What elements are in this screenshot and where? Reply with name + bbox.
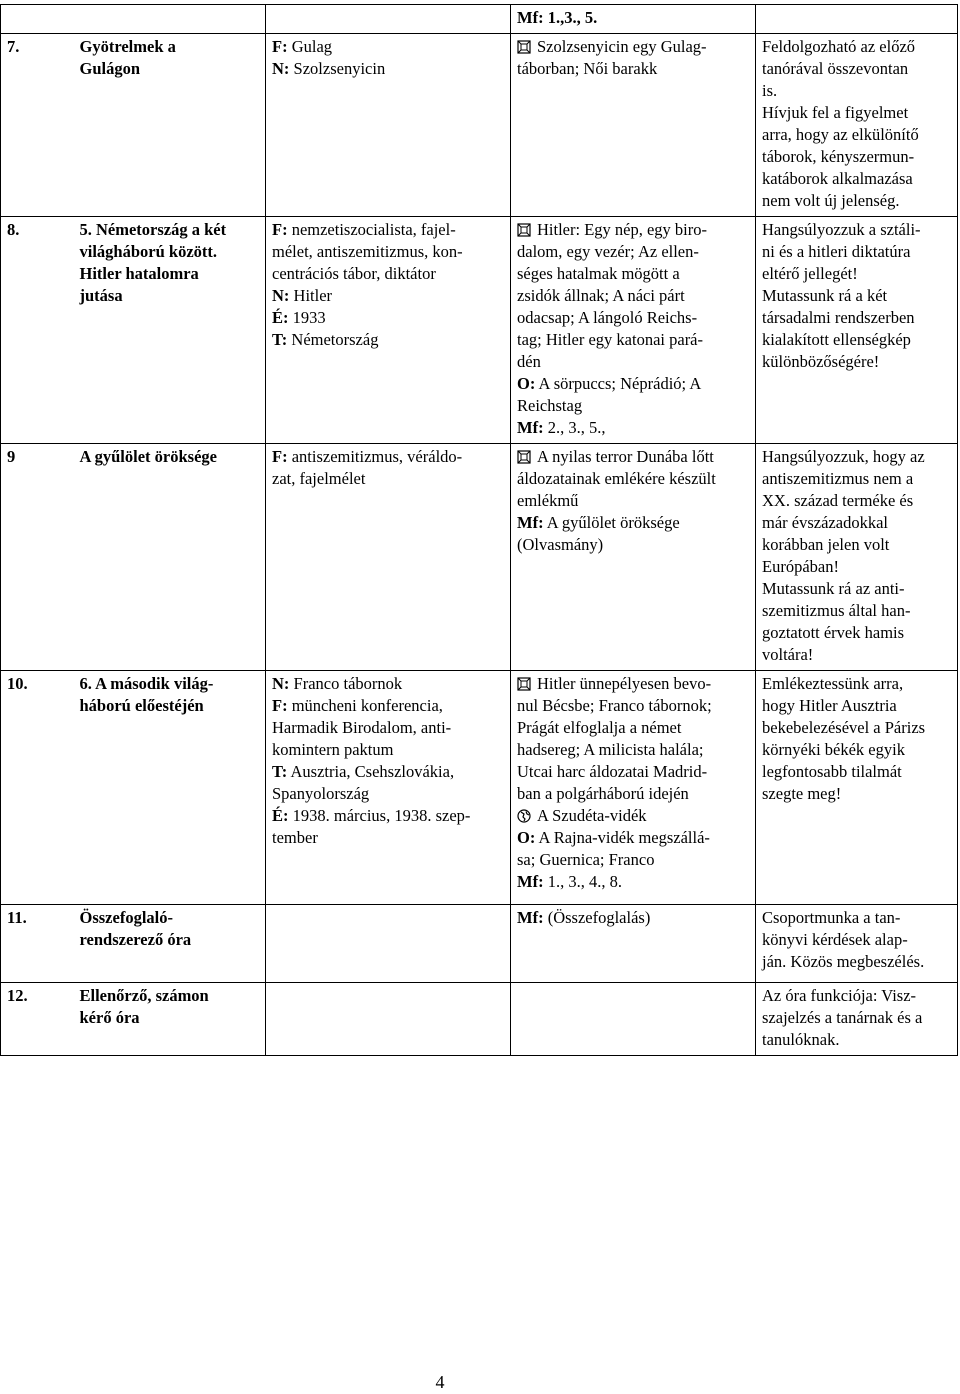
notes-cell [756,983,958,1056]
picture-icon [517,40,531,54]
source-text: A Szudéta-vidék [537,806,647,825]
note-line: Hívjuk fel a figyelmet [762,103,909,122]
source-text: tag; Hitler egy katonai pará- [517,330,704,349]
lesson-title-cell [76,217,266,444]
sources-cell [511,34,756,217]
lesson-title-line: Gyötrelmek a [79,37,176,56]
lesson-plan-body [1,5,958,1056]
lesson-number: 10. [7,674,28,693]
concept-line [272,285,504,307]
source-line [517,673,749,695]
lesson-row [1,34,958,217]
source-line [517,534,749,556]
lesson-title-line: rendszerező óra [79,930,192,949]
source-line [517,395,749,417]
source-line [517,241,749,263]
note-line: ján. Közös megbeszélés. [762,952,925,971]
concept-value: Harmadik Birodalom, anti- [272,718,452,737]
lesson-row [1,444,958,671]
source-text: nul Bécsbe; Franco tábornok; [517,696,712,715]
note-line: Feldolgozható az előző [762,37,916,56]
source-key: Mf: [517,908,544,927]
concepts-cell [266,217,511,444]
lesson-title-cell [76,444,266,671]
note-line: társadalmi rendszerben [762,308,915,327]
concept-value: antiszemitizmus, véráldo- [287,447,463,466]
header-notes-cell [756,5,958,34]
source-text: A nyilas terror Dunába lőtt [537,447,714,466]
note-line: szemitizmus által han- [762,601,911,620]
lesson-row [1,983,958,1056]
sources-cell [511,983,756,1056]
header-sources-cell [511,5,756,34]
concept-value: Ausztria, Csehszlovákia, [287,762,455,781]
concepts-cell [266,983,511,1056]
note-line: goztatott érvek hamis [762,623,905,642]
lesson-title-line: Ellenőrző, számon [79,986,209,1005]
concept-value: Hitler [289,286,333,305]
source-line [517,827,749,849]
source-line [517,739,749,761]
source-text: Prágát elfoglalja a német [517,718,682,737]
note-line: kialakított ellenségkép [762,330,911,349]
note-line: Európában! [762,557,839,576]
source-text: 1., 3., 4., 8. [543,872,622,891]
concept-line [272,329,504,351]
lesson-row [1,671,958,905]
lesson-number: 7. [7,37,20,56]
source-line [517,58,749,80]
concept-line [272,739,504,761]
source-text: 2., 3., 5., [543,418,606,437]
source-line [517,285,749,307]
concept-line [272,805,504,827]
source-line [517,417,749,439]
notes-cell [756,34,958,217]
concept-line [272,695,504,717]
concept-value: Szolzsenyicin [289,59,386,78]
sources-cell [511,905,756,983]
source-line [517,512,749,534]
note-line: ni és a hitleri diktatúra [762,242,911,261]
lesson-title-cell [76,905,266,983]
notes-cell [756,217,958,444]
notes-cell [756,905,958,983]
source-text: Szolzsenyicin egy Gulag- [537,37,707,56]
lesson-title-line: világháború között. [79,242,218,261]
source-key: Mf: [517,513,544,532]
note-line: könyvi kérdések alap- [762,930,908,949]
concept-key: N: [272,286,290,305]
note-line: Mutassunk rá a két [762,286,888,305]
lesson-number: 12. [7,986,28,1005]
concept-value: Németország [287,330,379,349]
source-line [517,695,749,717]
notes-cell [756,444,958,671]
sources-cell [511,671,756,905]
concept-value: zat, fajelmélet [272,469,366,488]
concept-line [272,827,504,849]
lesson-title-line: Hitler hatalomra [79,264,199,283]
source-text: zsidók állnak; A náci párt [517,286,685,305]
source-line [517,446,749,468]
concept-line [272,783,504,805]
lesson-title-cell [76,983,266,1056]
lesson-row [1,217,958,444]
note-line: tanulóknak. [762,1030,840,1049]
lesson-title-line: Gulágon [79,59,141,78]
source-text: táborban; Női barakk [517,59,658,78]
source-key: Mf: [517,872,544,891]
source-line [517,351,749,373]
source-key: O: [517,374,536,393]
concept-key: F: [272,447,288,466]
concept-key: É: [272,308,289,327]
lesson-title-line: háború előestéjén [79,696,204,715]
source-text: odacsap; A lángoló Reichs- [517,308,698,327]
note-line: nem volt új jelenség. [762,191,900,210]
source-line [517,36,749,58]
concept-line [272,673,504,695]
lesson-title-line: Összefoglaló- [79,908,173,927]
note-line: hogy Hitler Ausztria [762,696,897,715]
source-line [517,907,749,929]
concept-line [272,468,504,490]
note-line: katáborok alkalmazása [762,169,913,188]
concept-key: F: [272,37,288,56]
lesson-number-cell [1,444,76,671]
lesson-title-line: A gyűlölet öröksége [79,447,217,466]
sources-cell [511,217,756,444]
concept-value: tember [272,828,318,847]
note-line: szajelzés a tanárnak és a [762,1008,923,1027]
source-text: (Olvasmány) [517,535,604,554]
note-line: környéki békék egyik [762,740,905,759]
lesson-number: 9 [7,447,16,466]
note-line: Hangsúlyozzuk, hogy az [762,447,925,466]
note-line: Emlékeztessünk arra, [762,674,904,693]
note-line: táborok, kényszermun- [762,147,915,166]
source-text: hadsereg; A milicista halála; [517,740,704,759]
concept-value: Spanyolország [272,784,370,803]
concept-key: N: [272,674,290,693]
concept-value: 1933 [288,308,326,327]
source-line [517,761,749,783]
source-line [517,849,749,871]
concept-value: Franco tábornok [289,674,403,693]
concepts-cell [266,34,511,217]
concept-key: F: [272,696,288,715]
concept-value: nemzetiszocialista, fajel- [287,220,456,239]
lesson-number-cell [1,983,76,1056]
source-text: ban a polgárháború idején [517,784,689,803]
note-line: arra, hogy az elkülönítő [762,125,919,144]
header-row [1,5,958,34]
concept-key: T: [272,330,288,349]
note-line: voltára! [762,645,814,664]
concept-key: É: [272,806,289,825]
source-line [517,373,749,395]
note-line: antiszemitizmus nem a [762,469,914,488]
source-line [517,329,749,351]
note-line: Csoportmunka a tan- [762,908,901,927]
note-line: tanórával összevontan [762,59,909,78]
note-line: Az óra funkciója: Visz- [762,986,917,1005]
concept-line [272,761,504,783]
lesson-title-line: jutása [79,286,123,305]
picture-icon [517,450,531,464]
lesson-title-line: 6. A második világ- [79,674,214,693]
note-line: Mutassunk rá az anti- [762,579,905,598]
concept-line [272,219,504,241]
picture-icon [517,223,531,237]
source-key: O: [517,828,536,847]
source-line [517,783,749,805]
note-line: XX. század terméke és [762,491,914,510]
source-line [517,219,749,241]
source-line [517,805,749,827]
source-text: A sörpuccs; Néprádió; A [535,374,702,393]
concept-value: Gulag [287,37,333,56]
source-text: Reichstag [517,396,583,415]
concept-line [272,58,504,80]
header-num-cell [1,5,76,34]
source-text: áldozatainak emlékére készült [517,469,716,488]
note-line: bekebelezésével a Párizs [762,718,926,737]
lesson-number-cell [1,34,76,217]
sources-cell [511,444,756,671]
concepts-cell [266,905,511,983]
lesson-number-cell [1,905,76,983]
header-concepts-cell [266,5,511,34]
lesson-number: 11. [7,908,27,927]
note-line: korábban jelen volt [762,535,890,554]
lesson-number-cell [1,217,76,444]
note-line: különbözőségére! [762,352,880,371]
lesson-title-line: 5. Németország a két [79,220,227,239]
lesson-number-cell [1,671,76,905]
lesson-title-cell [76,34,266,217]
source-line [517,307,749,329]
concept-line [272,263,504,285]
source-text: Hitler: Egy nép, egy biro- [537,220,707,239]
source-key: Mf: [517,418,544,437]
source-line [517,871,749,893]
concept-value: 1938. március, 1938. szep- [288,806,471,825]
source-line [517,490,749,512]
source-text: A gyűlölet öröksége [543,513,680,532]
concepts-cell [266,671,511,905]
source-text: Utcai harc áldozatai Madrid- [517,762,708,781]
lesson-number: 8. [7,220,20,239]
lesson-title-line: kérő óra [79,1008,140,1027]
notes-cell [756,671,958,905]
source-text: dalom, egy vezér; Az ellen- [517,242,699,261]
lesson-row [1,905,958,983]
concepts-cell [266,444,511,671]
concept-key: N: [272,59,290,78]
concept-line [272,36,504,58]
note-line: is. [762,81,778,100]
header-title-cell [76,5,266,34]
concept-line [272,446,504,468]
lesson-plan-table [0,4,958,1056]
concept-value: mélet, antiszemitizmus, kon- [272,242,463,261]
concept-key: F: [272,220,288,239]
concept-value: centrációs tábor, diktátor [272,264,436,283]
note-line: szegte meg! [762,784,842,803]
page-number: 4 [435,1372,445,1392]
source-line [517,717,749,739]
source-text: sa; Guernica; Franco [517,850,655,869]
note-line: Hangsúlyozzuk a sztáli- [762,220,921,239]
source-line [517,468,749,490]
source-text: (Összefoglalás) [543,908,651,927]
note-line: már évszázadokkal [762,513,888,532]
concept-key: T: [272,762,288,781]
concept-value: komintern paktum [272,740,394,759]
concept-line [272,717,504,739]
concept-value: müncheni konferencia, [287,696,443,715]
note-line: eltérő jellegét! [762,264,858,283]
header-sources-text: Mf: 1.,3., 5. [517,8,598,27]
source-text: séges hatalmak mögött a [517,264,680,283]
picture-icon [517,677,531,691]
concept-line [272,241,504,263]
globe-icon [517,809,531,823]
source-text: A Rajna-vidék megszállá- [535,828,710,847]
source-line [517,263,749,285]
source-text: emlékmű [517,491,579,510]
note-line: legfontosabb tilalmát [762,762,902,781]
concept-line [272,307,504,329]
source-text: Hitler ünnepélyesen bevo- [537,674,712,693]
lesson-title-cell [76,671,266,905]
source-text: dén [517,352,541,371]
